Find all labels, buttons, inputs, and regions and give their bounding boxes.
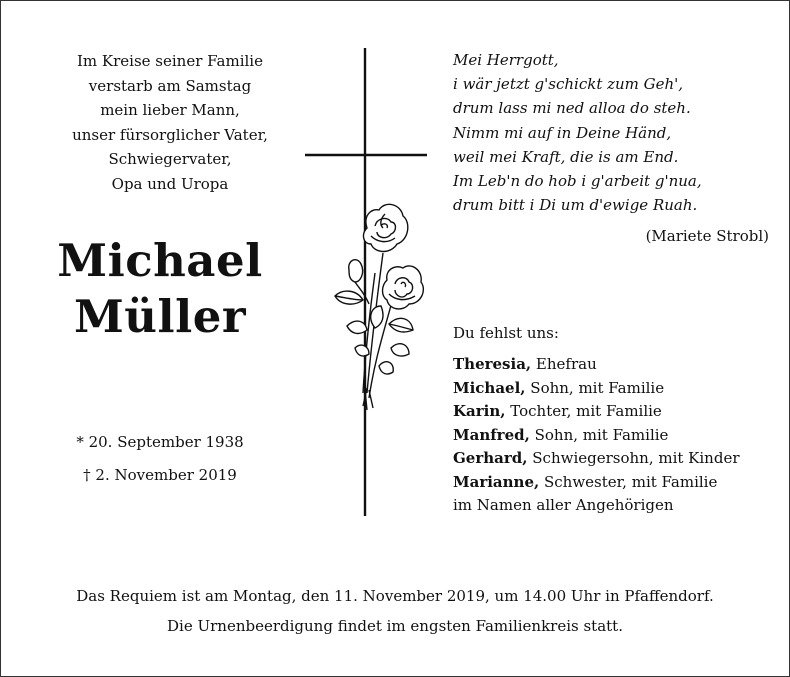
- relative-name: Michael,: [453, 378, 526, 397]
- poem: [453, 48, 773, 217]
- poem-line: Mei Herrgott,: [453, 51, 559, 69]
- poem-line: i wär jetzt g'schickt zum Geh',: [453, 75, 684, 94]
- intro-line: unser fürsorglicher Vater,: [72, 125, 268, 144]
- relatives-list: [453, 353, 740, 518]
- cross-icon: [305, 48, 435, 518]
- list-item: [453, 447, 740, 471]
- intro-line: Opa und Uropa: [111, 174, 229, 193]
- intro-line: mein lieber Mann,: [100, 101, 240, 119]
- relative-relation: Schwiegersohn, mit Kinder: [527, 449, 740, 467]
- closing-line: im Namen aller Angehörigen: [453, 496, 674, 514]
- missed-label: Du fehlst uns:: [453, 324, 559, 342]
- relative-relation: Sohn, mit Familie: [529, 425, 669, 444]
- relative-name: Karin,: [453, 402, 506, 420]
- poem-line: weil mei Kraft, die is am End.: [453, 147, 679, 166]
- last-name: Müller: [73, 290, 247, 343]
- life-dates: [30, 426, 290, 492]
- list-item: [453, 377, 740, 401]
- list-item: [453, 424, 740, 448]
- burial-text: Die Urnenbeerdigung findet im engsten Familienkreis statt.: [167, 617, 623, 635]
- relative-name: Theresia,: [453, 355, 532, 373]
- relative-relation: Sohn, mit Familie: [525, 378, 665, 397]
- intro-line: Im Kreise seiner Familie: [77, 52, 263, 70]
- poem-line: drum lass mi ned alloa do steh.: [453, 99, 691, 118]
- first-name: Michael: [57, 234, 263, 287]
- intro-line: Schwiegervater,: [108, 150, 232, 168]
- relative-name: Gerhard,: [453, 449, 528, 467]
- list-item: [453, 400, 740, 424]
- relative-relation: Tochter, mit Familie: [505, 402, 662, 420]
- poem-line: Im Leb'n do hob i g'arbeit g'nua,: [453, 172, 702, 191]
- intro-line: verstarb am Samstag: [88, 76, 252, 95]
- birth-date: * 20. September 1938: [76, 433, 244, 451]
- death-date: † 2. November 2019: [83, 466, 237, 484]
- deceased-name: [30, 233, 290, 345]
- list-item: [453, 471, 740, 495]
- requiem-text: Das Requiem ist am Montag, den 11. November 2019, um 14.00 Uhr in Pfaffendorf.: [76, 587, 714, 605]
- relative-relation: Ehefrau: [531, 355, 597, 373]
- footer: [0, 581, 790, 641]
- poem-line: Nimm mi auf in Deine Händ,: [453, 123, 672, 142]
- relative-relation: Schwester, mit Familie: [539, 472, 718, 491]
- intro-text: [30, 49, 310, 196]
- poem-author: (Mariete Strobl): [645, 227, 769, 245]
- roses-icon: [335, 204, 423, 410]
- list-item: [453, 353, 740, 377]
- poem-line: drum bitt i Di um d'ewige Ruah.: [453, 196, 698, 215]
- relative-name: Marianne,: [453, 472, 540, 491]
- relative-name: Manfred,: [453, 425, 530, 444]
